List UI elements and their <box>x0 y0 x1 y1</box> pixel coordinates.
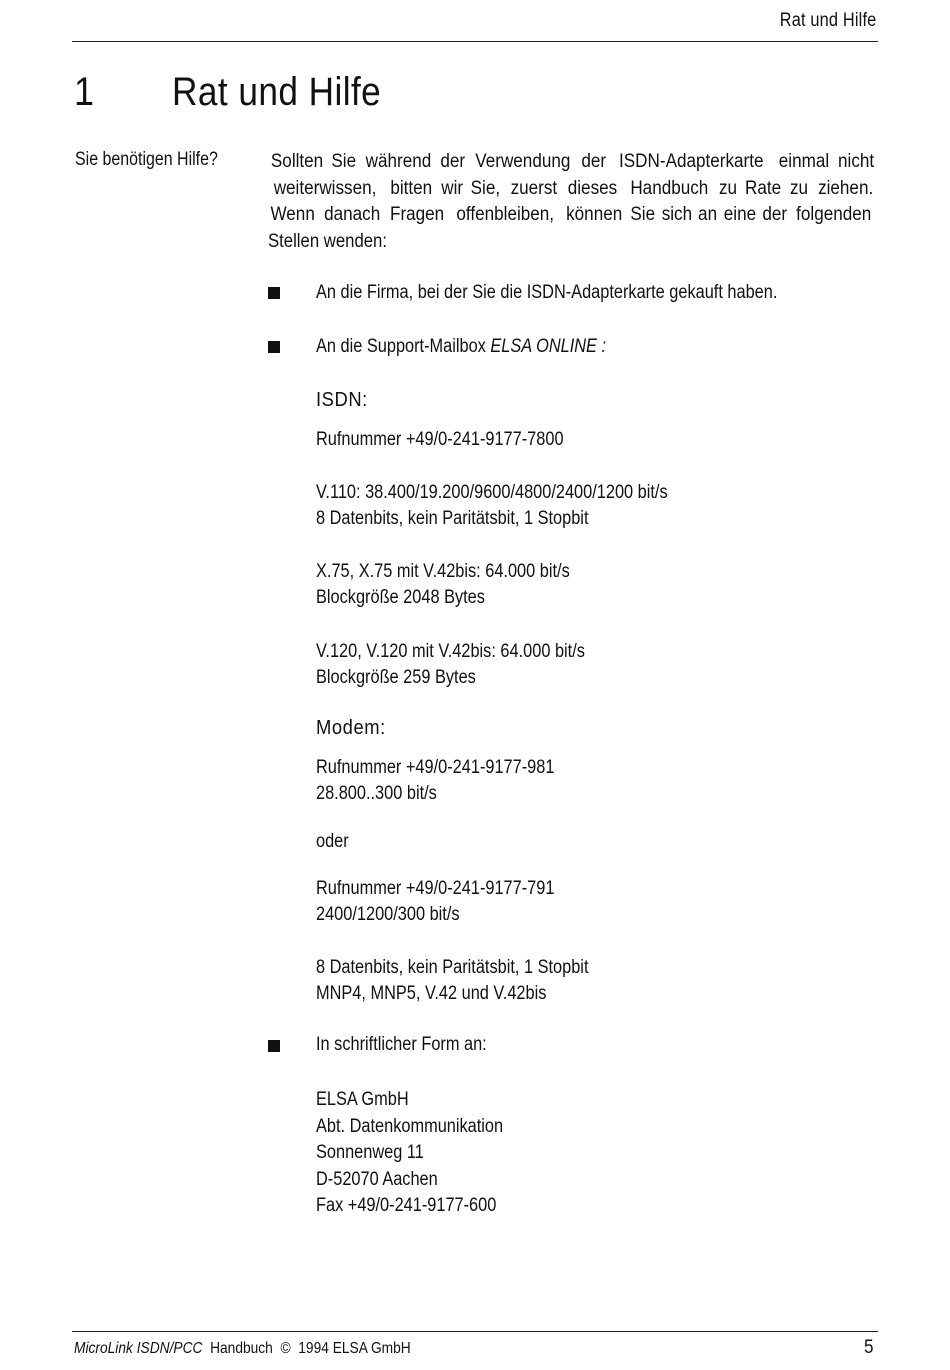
intro-word: Fragen <box>389 204 445 225</box>
intro-word: zu <box>718 177 737 199</box>
intro-word: einmal <box>778 151 829 172</box>
intro-word: Sie <box>331 151 357 172</box>
bullet-text-firma: An die Firma, bei der Sie die ISDN-Adapterkarte gekauft haben. <box>316 282 778 303</box>
isdn-rufnummer: Rufnummer +49/0-241-9177-7800 <box>316 429 564 450</box>
mailbox-name: ELSA ONLINE : <box>490 336 607 357</box>
intro-word: Sollten <box>270 151 324 172</box>
address-department: Abt. Datenkommunikation <box>316 1116 504 1137</box>
modem-rufnummer-2: Rufnummer +49/0-241-9177-791 <box>316 878 555 899</box>
intro-word: Verwendung <box>475 151 571 172</box>
intro-word: dieses <box>567 177 618 199</box>
isdn-x75: X.75, X.75 mit V.42bis: 64.000 bit/s <box>316 561 570 582</box>
intro-word: zu <box>790 177 809 199</box>
intro-word: können <box>565 204 622 225</box>
isdn-v120-block: Blockgröße 259 Bytes <box>316 667 476 688</box>
modem-protocols: MNP4, MNP5, V.42 und V.42bis <box>316 983 547 1004</box>
intro-line <box>268 149 876 176</box>
intro-word: folgenden <box>796 204 872 225</box>
bullet-text-mailbox <box>316 336 606 358</box>
intro-line <box>268 176 876 203</box>
isdn-v120: V.120, V.120 mit V.42bis: 64.000 bit/s <box>316 641 585 662</box>
intro-word: bitten <box>389 177 432 199</box>
intro-word: ziehen. <box>817 177 873 199</box>
address-city: D-52070 Aachen <box>316 1169 438 1190</box>
intro-word: der <box>581 151 606 172</box>
header-rule <box>72 41 878 42</box>
intro-word: während <box>365 151 431 172</box>
intro-word: eine <box>723 204 756 225</box>
intro-word: Wenn <box>270 204 315 225</box>
bullet-text-schriftlich: In schriftlicher Form an: <box>316 1034 487 1055</box>
footer-rule <box>72 1331 878 1332</box>
intro-word: offenbleiben, <box>456 204 554 225</box>
intro-line <box>268 202 876 229</box>
intro-word: Rate <box>745 177 782 199</box>
intro-last-line: Stellen wenden: <box>268 230 387 252</box>
intro-word: sich <box>661 204 692 225</box>
footer-text <box>74 1340 411 1358</box>
intro-word: der <box>762 204 788 225</box>
intro-word: ISDN-Adapterkarte <box>619 151 764 172</box>
modem-rufnummer-1: Rufnummer +49/0-241-9177-981 <box>316 757 555 778</box>
chapter-title: Rat und Hilfe <box>172 70 382 114</box>
isdn-x75-block: Blockgröße 2048 Bytes <box>316 587 485 608</box>
isdn-v110: V.110: 38.400/19.200/9600/4800/2400/1200 bit/s <box>316 482 668 503</box>
intro-word: weiterwissen, <box>273 177 377 199</box>
footer-rest: Handbuch © 1994 ELSA GmbH <box>210 1340 411 1357</box>
intro-word: Sie, <box>471 177 501 199</box>
chapter-number: 1 <box>74 70 95 114</box>
address-fax: Fax +49/0-241-9177-600 <box>316 1195 497 1216</box>
modem-heading: Modem: <box>316 717 386 739</box>
isdn-heading: ISDN: <box>316 389 368 411</box>
address-street: Sonnenweg 11 <box>316 1142 424 1163</box>
modem-oder: oder <box>316 831 349 852</box>
intro-word: Handbuch <box>629 177 708 199</box>
intro-word: wir <box>440 177 463 199</box>
modem-speed-2: 2400/1200/300 bit/s <box>316 904 460 925</box>
side-label: Sie benötigen Hilfe? <box>75 149 218 170</box>
intro-word: zuerst <box>510 177 557 199</box>
address-company: ELSA GmbH <box>316 1089 409 1110</box>
bullet-square-icon <box>268 287 280 299</box>
isdn-v110-params: 8 Datenbits, kein Paritätsbit, 1 Stopbit <box>316 508 589 529</box>
mailbox-prefix: An die Support-Mailbox <box>316 336 486 357</box>
modem-speed-1: 28.800..300 bit/s <box>316 783 437 804</box>
bullet-square-icon <box>268 341 280 353</box>
bullet-square-icon <box>268 1040 280 1052</box>
page-number: 5 <box>864 1337 874 1358</box>
footer-product: MicroLink ISDN/PCC <box>74 1340 203 1357</box>
intro-word: Sie <box>630 204 655 225</box>
intro-paragraph <box>268 149 876 255</box>
modem-params: 8 Datenbits, kein Paritätsbit, 1 Stopbit <box>316 957 589 978</box>
intro-word: an <box>698 204 718 225</box>
intro-word: nicht <box>837 151 874 172</box>
running-header-title: Rat und Hilfe <box>779 10 876 31</box>
intro-word: der <box>439 151 465 172</box>
intro-word: danach <box>324 204 381 225</box>
